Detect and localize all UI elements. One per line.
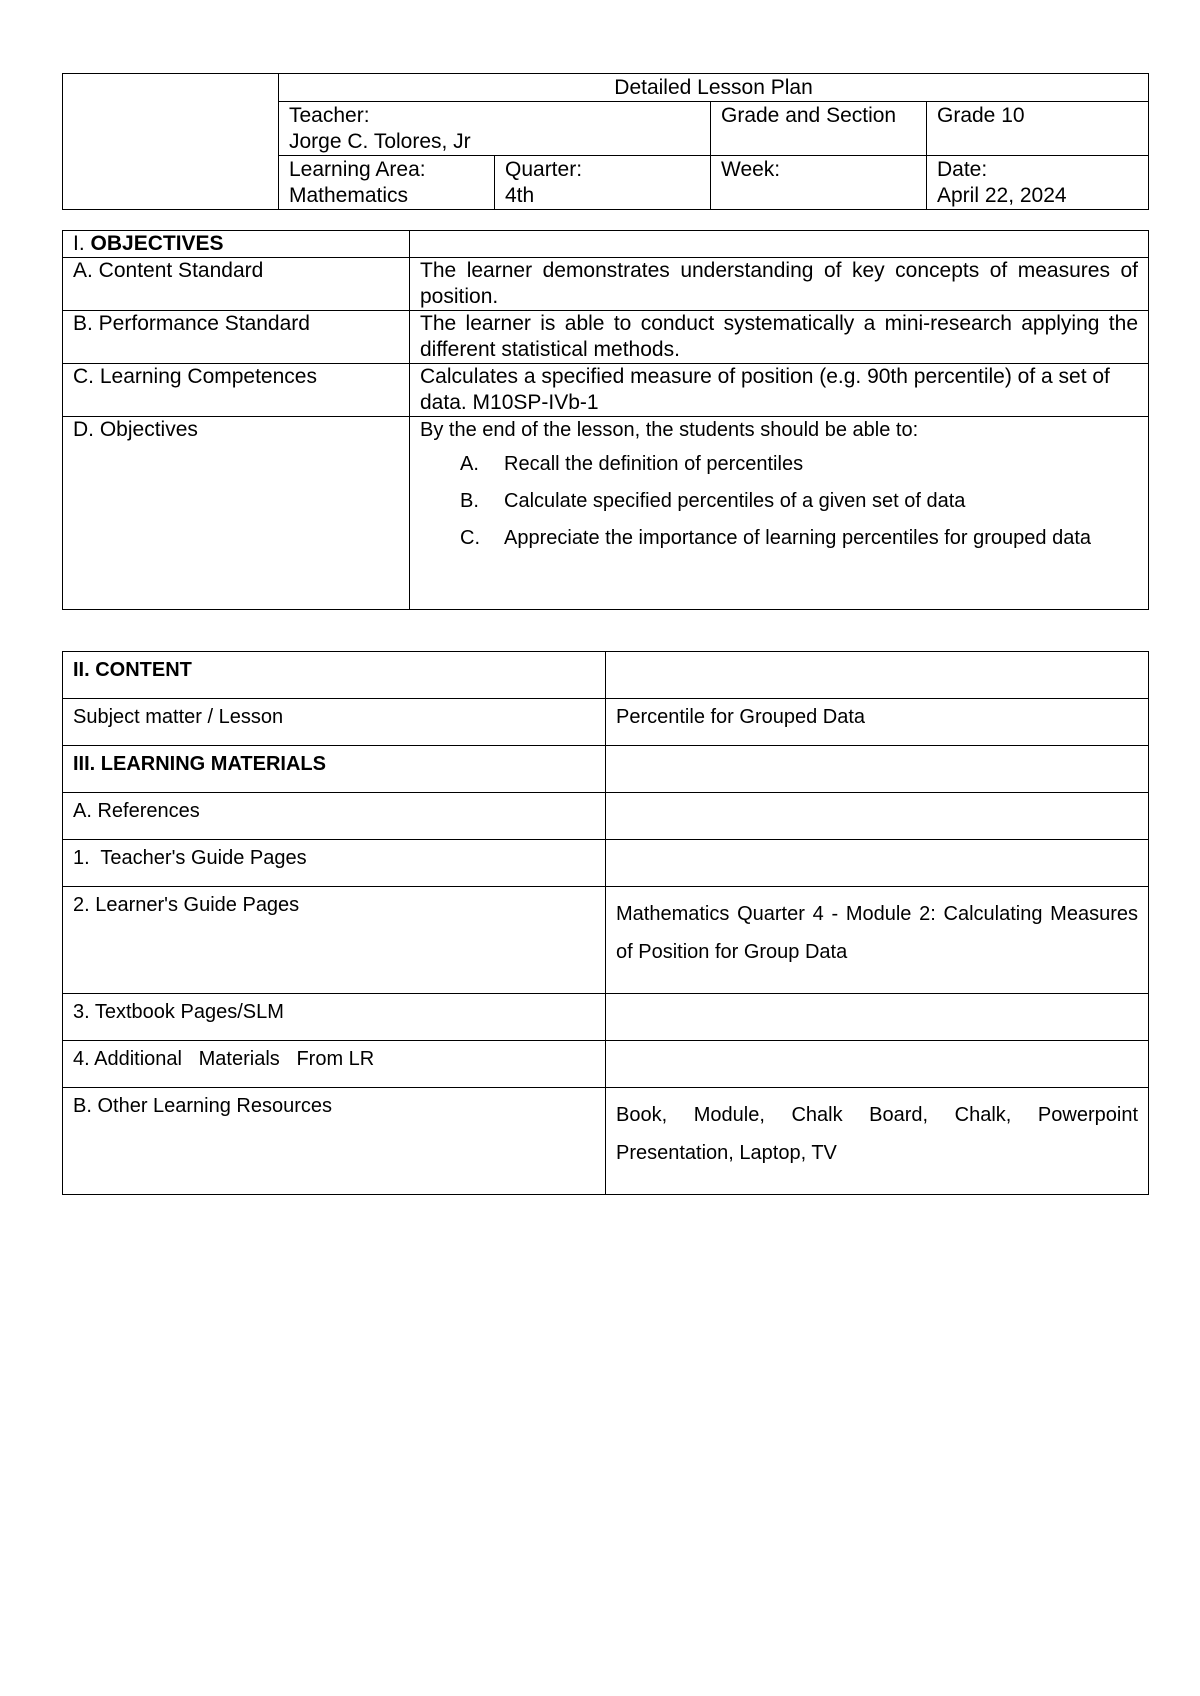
objectives-table: [62, 230, 1149, 610]
teachers-guide-label: 1. Teacher's Guide Pages: [63, 840, 606, 887]
subject-value: Percentile for Grouped Data: [606, 699, 1149, 746]
references-label: A. References: [63, 793, 606, 840]
learning-competences-label: C. Learning Competences: [63, 364, 410, 417]
additional-materials-blank: [606, 1041, 1149, 1088]
teacher-cell: [279, 102, 711, 156]
objective-item: [420, 483, 1138, 520]
objective-letter: B.: [460, 490, 479, 512]
date-label: Date:: [937, 158, 988, 181]
learners-guide-value: Mathematics Quarter 4 - Module 2: Calculating Measures of Position for Group Data: [606, 887, 1149, 994]
grade-section-label: Grade and Section: [711, 102, 927, 156]
plan-title: Detailed Lesson Plan: [279, 74, 1149, 102]
references-blank: [606, 793, 1149, 840]
week-label: Week:: [711, 156, 927, 210]
objectives-cell: [410, 417, 1149, 610]
learning-area-cell: [279, 156, 495, 210]
objective-text: Calculate specified percentiles of a given set of data: [504, 490, 966, 512]
subject-label: Subject matter / Lesson: [63, 699, 606, 746]
objectives-list: [420, 446, 1138, 557]
quarter-cell: [495, 156, 711, 210]
content-heading-blank: [606, 652, 1149, 699]
objective-text: Recall the definition of percentiles: [504, 453, 804, 475]
teacher-label: Teacher:: [289, 104, 370, 127]
quarter-value: 4th: [505, 184, 535, 207]
objectives-heading-prefix: I.: [73, 232, 91, 255]
quarter-label: Quarter:: [505, 158, 583, 181]
other-resources-label: B. Other Learning Resources: [63, 1088, 606, 1195]
objectives-heading-text: OBJECTIVES: [90, 232, 224, 255]
textbook-label: 3. Textbook Pages/SLM: [63, 994, 606, 1041]
materials-heading-text: III. LEARNING MATERIALS: [73, 753, 326, 775]
materials-heading: [63, 746, 606, 793]
textbook-blank: [606, 994, 1149, 1041]
objective-letter: C.: [460, 527, 480, 549]
learning-area-value: Mathematics: [289, 184, 409, 207]
objective-letter: A.: [460, 453, 479, 475]
teachers-guide-blank: [606, 840, 1149, 887]
objective-text: Appreciate the importance of learning percentiles for grouped data: [504, 527, 1092, 549]
grade-value: Grade 10: [927, 102, 1149, 156]
objectives-heading-blank: [410, 231, 1149, 258]
additional-materials-label: 4. Additional Materials From LR: [63, 1041, 606, 1088]
objectives-label: D. Objectives: [63, 417, 410, 610]
objective-item: [420, 446, 1138, 483]
date-cell: [927, 156, 1149, 210]
content-standard-text: The learner demonstrates understanding of key concepts of measures of position.: [410, 258, 1149, 311]
lesson-plan-header-table: [62, 73, 1149, 210]
date-value: April 22, 2024: [937, 184, 1067, 207]
other-resources-value: Book, Module, Chalk Board, Chalk, Powerpoint Presentation, Laptop, TV: [606, 1088, 1149, 1195]
learners-guide-label: 2. Learner's Guide Pages: [63, 887, 606, 994]
objectives-intro: By the end of the lesson, the students should be able to:: [420, 419, 919, 441]
content-heading: [63, 652, 606, 699]
teacher-name: Jorge C. Tolores, Jr: [289, 130, 471, 153]
objective-item: [420, 520, 1138, 557]
content-heading-text: II. CONTENT: [73, 659, 192, 681]
performance-standard-text: The learner is able to conduct systematically a mini-research applying the different statistical methods.: [410, 311, 1149, 364]
content-standard-label: A. Content Standard: [63, 258, 410, 311]
learning-competences-text: Calculates a specified measure of position (e.g. 90th percentile) of a set of data. M10SP-IVb-1: [410, 364, 1149, 417]
performance-standard-label: B. Performance Standard: [63, 311, 410, 364]
content-materials-table: [62, 651, 1149, 1195]
objectives-heading: [63, 231, 410, 258]
materials-heading-blank: [606, 746, 1149, 793]
learning-area-label: Learning Area:: [289, 158, 426, 181]
logo-cell: [63, 74, 279, 210]
